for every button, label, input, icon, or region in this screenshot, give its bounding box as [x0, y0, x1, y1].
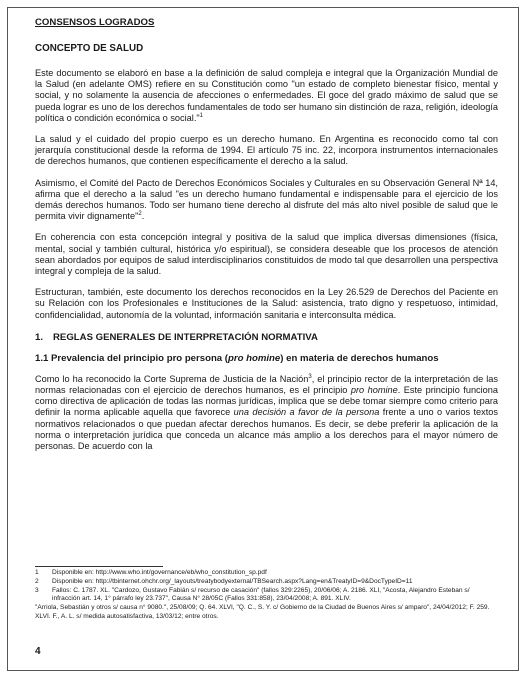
section-1-heading [35, 332, 498, 344]
paragraph-6-d: frente a uno o varios textos normativos relacionados o que puedan afectar derechos humanos. Es decir, se debe preferir la aplicación de la norma o interpretación jurídica que conceda un alcance más amplio a los derechos para el mayor número de personas. De acuerdo con la [35, 407, 498, 452]
footnote-continuation: "Arriola, Sebastián y otros s/ causa n° 9080.", 25/08/09; Q. 64. XLVI, "Q. C., S. Y. c/ Gobierno de la Ciudad de Buenos Aires s/ amparo", 24/04/2012; F. 259. XLVI. F., A. L. s/ medida autosatisfactiva, 13/03/12; entre otros. [35, 604, 490, 620]
paragraph-6-b: , el principio rector de la interpretación de las normas relacionadas con el ejercicio de derechos humanos, es el principio [35, 373, 498, 396]
document-page [7, 7, 519, 671]
concept-heading: CONCEPTO DE SALUD [35, 43, 144, 54]
footnote-number: 3 [35, 586, 39, 594]
footnote [35, 587, 498, 605]
paragraph-6 [35, 374, 498, 452]
paragraph-6-italic-1: pro homine [350, 385, 398, 396]
footnote-text: Fallos: C. 1787. XL. "Cardozo, Gustavo Fabián s/ recurso de casación" (fallos 329:2265), 20/06/06; A. 2186. XLI, "Acosta, Alejandro Esteban s/ infracción art. 14, 1° párrafo ley 23.737", Causa N° 28/05C (Fallos 331:858), 23/04/2008; A. 891. XLIV. [52, 586, 470, 603]
paragraph-3-text: Asimismo, el Comité del Pacto de Derechos Económicos Sociales y Culturales en su Observación General Nª 14, afirma que el derecho a la salud "es un derecho humano fundamental e indispensable para el ejercicio de los demás derechos humanos. Todo ser humano tiene derecho al disfrute del más alto nivel posible de salud que le permita vivir dignamente" [35, 177, 498, 222]
page-content [35, 17, 498, 462]
footnote-number: 1 [35, 569, 39, 576]
footnote-number: 2 [35, 577, 39, 585]
paragraph-3-end: . [141, 211, 145, 222]
footnote [35, 578, 498, 587]
footnote-ref-1: 1 [199, 112, 203, 119]
paragraph-6-a: Como lo ha reconocido la Corte Suprema de Justicia de la Nación [35, 373, 309, 384]
subsection-1-1-prefix: 1.1 Prevalencia del principio pro persona ( [35, 352, 229, 364]
section-1-title: REGLAS GENERALES DE INTERPRETACIÓN NORMATIVA [53, 331, 318, 343]
paragraph-5: Estructuran, también, este documento los derechos reconocidos en la Ley 26.529 de Derechos del Paciente en su Relación con los Profesionales e Instituciones de la Salud: asistencia, trato digno y respetuoso, intimidad, confidencialidad, autonomía de la voluntad, información sanitaria e interconsulta médica. [35, 287, 498, 320]
footnote-text: Disponible en: http://www.who.int/governance/eb/who_constitution_sp.pdf [52, 569, 267, 576]
paragraph-6-italic-2: una decisión a favor de la persona [233, 407, 380, 418]
section-1-number: 1. [35, 331, 44, 343]
footnote-ref-2: 2 [138, 211, 142, 218]
paragraph-3 [35, 178, 498, 223]
section-label: CONSENSOS LOGRADOS [35, 17, 155, 28]
footnote-text: Disponible en: http://tbinternet.ohchr.org/_layouts/treatybodyexternal/TBSearch.aspx?Lang=en&TreatyID=9&DocTypeID=11 [52, 577, 413, 585]
page-number: 4 [35, 646, 41, 657]
subsection-1-1-suffix: ) en materia de derechos humanos [280, 352, 439, 364]
paragraph-4: En coherencia con esta concepción integral y positiva de la salud que implica diversas dimensiones (física, mental, social y también cultural, histórica y/o espiritual), se considera deseable que los procesos de atención sean abordados por equipos de salud interdisciplinarios constituidos de modo tal que desarrollen una perspectiva integral y compleja de la salud. [35, 232, 498, 277]
paragraph-6-c: . Este principio funciona como directiva de aplicación de todas las normas jurídicas, implica que se debe tomar siempre como criterio para definir la norma aplicable aquella que favorece [35, 385, 499, 418]
footnote [35, 569, 498, 578]
paragraph-1 [35, 68, 498, 124]
footnotes [35, 569, 498, 622]
footnote-ref-3: 3 [308, 373, 312, 380]
subsection-1-1-heading [35, 353, 498, 365]
subsection-1-1-italic: pro homine [228, 352, 281, 364]
footnote-divider [35, 566, 163, 567]
paragraph-2: La salud y el cuidado del propio cuerpo es un derecho humano. En Argentina es reconocido como tal con jerarquía constitucional desde la reforma de 1994. El artículo 75 inc. 22, incorpora instrumentos internacionales de derechos humanos, que contienen específicamente el derecho a la salud. [35, 134, 498, 167]
paragraph-1-text: Este documento se elaboró en base a la definición de salud compleja e integral que la Organización Mundial de la Salud (en adelante OMS) refiere en su Constitución como "un estado de completo bienestar físico, mental y social, y no solamente la ausencia de afecciones o enfermedades. El goce del grado máximo de salud que se pueda lograr es uno de los derechos fundamentales de todo ser humano sin distinción de raza, religión, ideología política o condición económica o social." [35, 68, 498, 123]
